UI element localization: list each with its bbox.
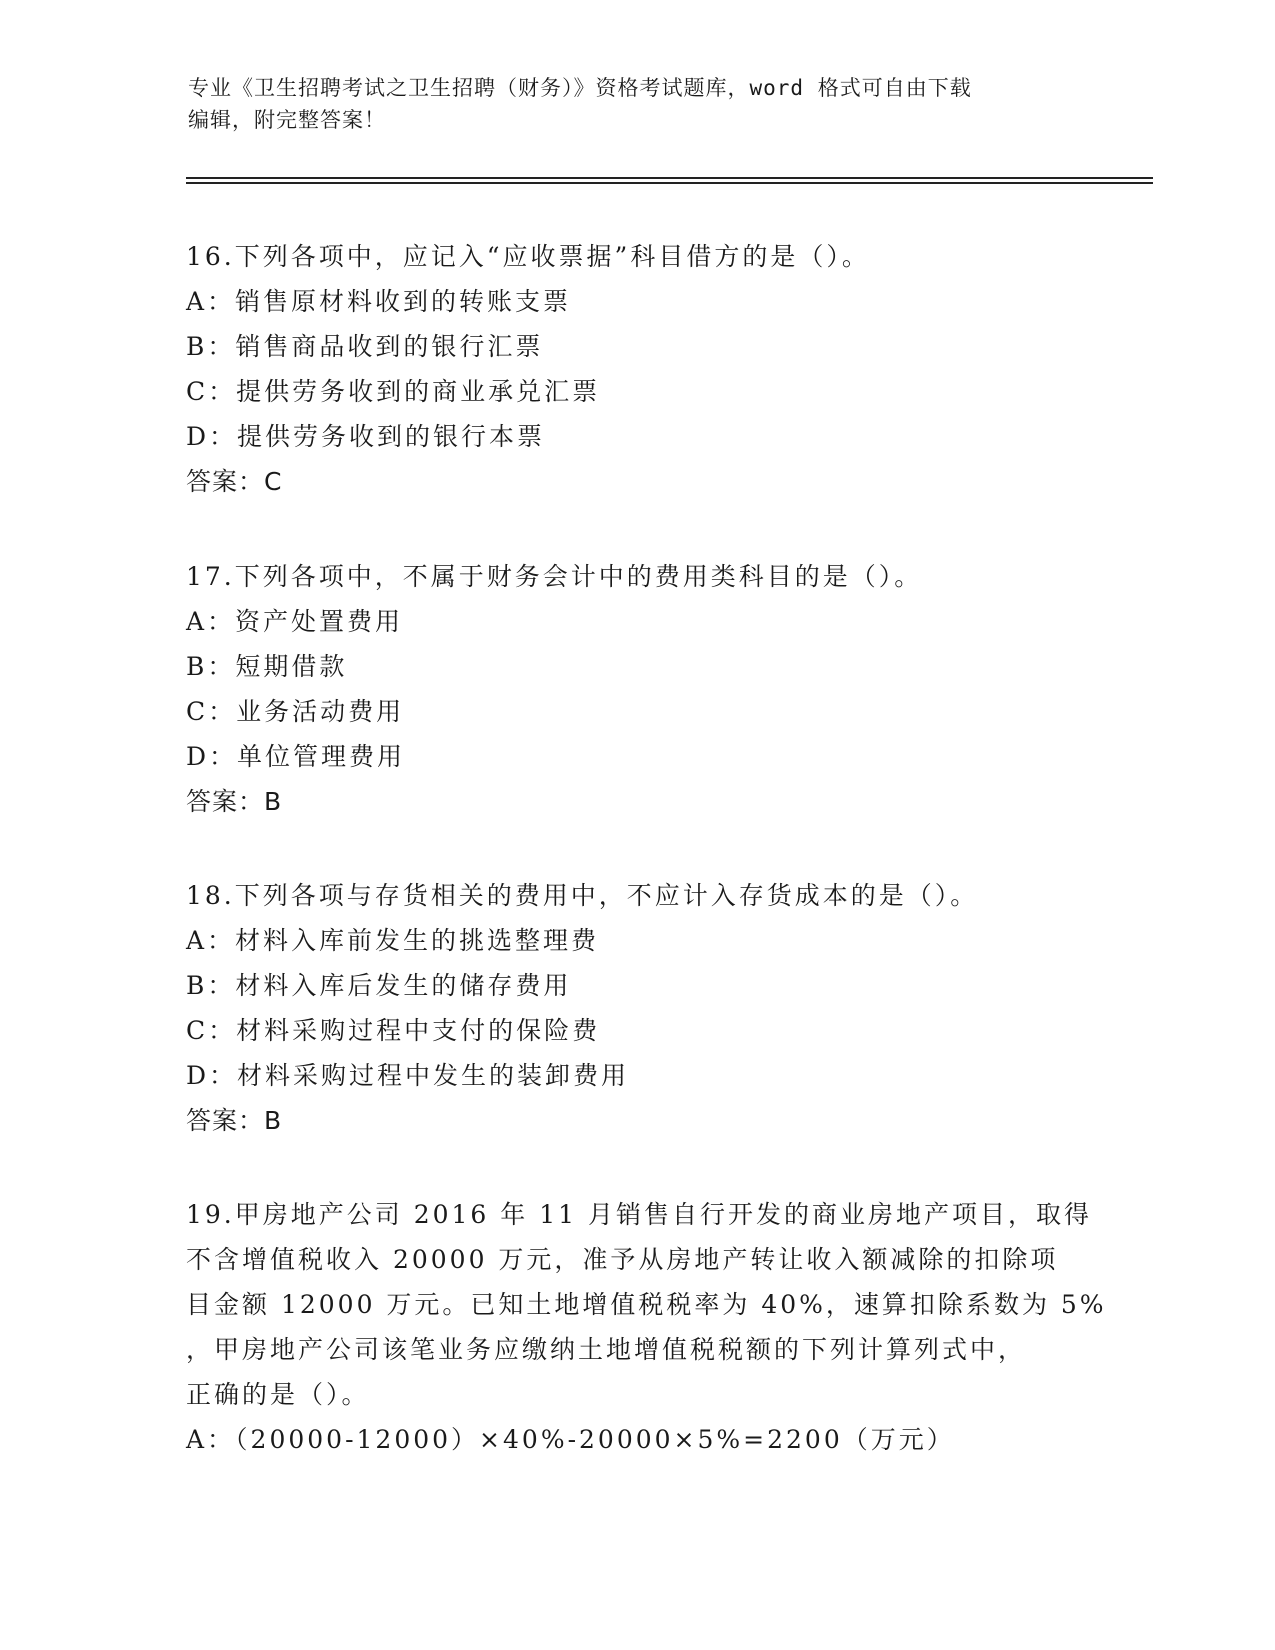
question-stem: 16.下列各项中，应记入“应收票据”科目借方的是（）。 [186, 242, 870, 271]
header-divider-bottom [186, 182, 1153, 184]
question-19 [186, 1192, 1107, 1462]
answer: 答案：B [186, 787, 283, 816]
question-17 [186, 554, 1086, 824]
option-b: B：材料入库后发生的储存费用 [186, 971, 572, 1000]
question-stem-line-4: ，甲房地产公司该笔业务应缴纳土地增值税税额的下列计算列式中， [186, 1335, 1027, 1364]
option-d: D：单位管理费用 [186, 742, 406, 771]
question-stem-line-1: 19.甲房地产公司 2016 年 11 月销售自行开发的商业房地产项目，取得 [186, 1200, 1092, 1229]
option-a: A：销售原材料收到的转账支票 [186, 287, 572, 316]
question-18 [186, 873, 1086, 1143]
question-stem-line-2: 不含增值税收入 20000 万元，准予从房地产转让收入额减除的扣除项 [186, 1245, 1059, 1274]
header-divider-top [186, 177, 1153, 179]
header-line-2: 编辑，附完整答案！ [188, 108, 386, 132]
option-b: B：销售商品收到的银行汇票 [186, 332, 544, 361]
option-d: D：提供劳务收到的银行本票 [186, 422, 546, 451]
question-stem: 17.下列各项中，不属于财务会计中的费用类科目的是（）。 [186, 562, 923, 591]
answer: 答案：C [186, 467, 283, 496]
option-c: C：提供劳务收到的商业承兑汇票 [186, 377, 601, 406]
question-stem-line-3: 目金额 12000 万元。已知土地增值税税率为 40%，速算扣除系数为 5% [186, 1290, 1107, 1319]
question-stem-line-5: 正确的是（）。 [186, 1380, 370, 1409]
option-a: A：材料入库前发生的挑选整理费 [186, 926, 600, 955]
answer: 答案：B [186, 1106, 283, 1135]
document-header [188, 72, 1068, 136]
option-c: C：业务活动费用 [186, 697, 405, 726]
header-line-1: 专业《卫生招聘考试之卫生招聘（财务）》资格考试题库，word 格式可自由下载 [188, 76, 972, 100]
option-b: B：短期借款 [186, 652, 348, 681]
question-stem: 18.下列各项与存货相关的费用中，不应计入存货成本的是（）。 [186, 881, 979, 910]
option-c: C：材料采购过程中支付的保险费 [186, 1016, 601, 1045]
option-d: D：材料采购过程中发生的装卸费用 [186, 1061, 630, 1090]
option-a: A：（20000-12000）×40%-20000×5%=2200（万元） [186, 1425, 955, 1454]
option-a: A：资产处置费用 [186, 607, 404, 636]
question-16 [186, 234, 1086, 504]
